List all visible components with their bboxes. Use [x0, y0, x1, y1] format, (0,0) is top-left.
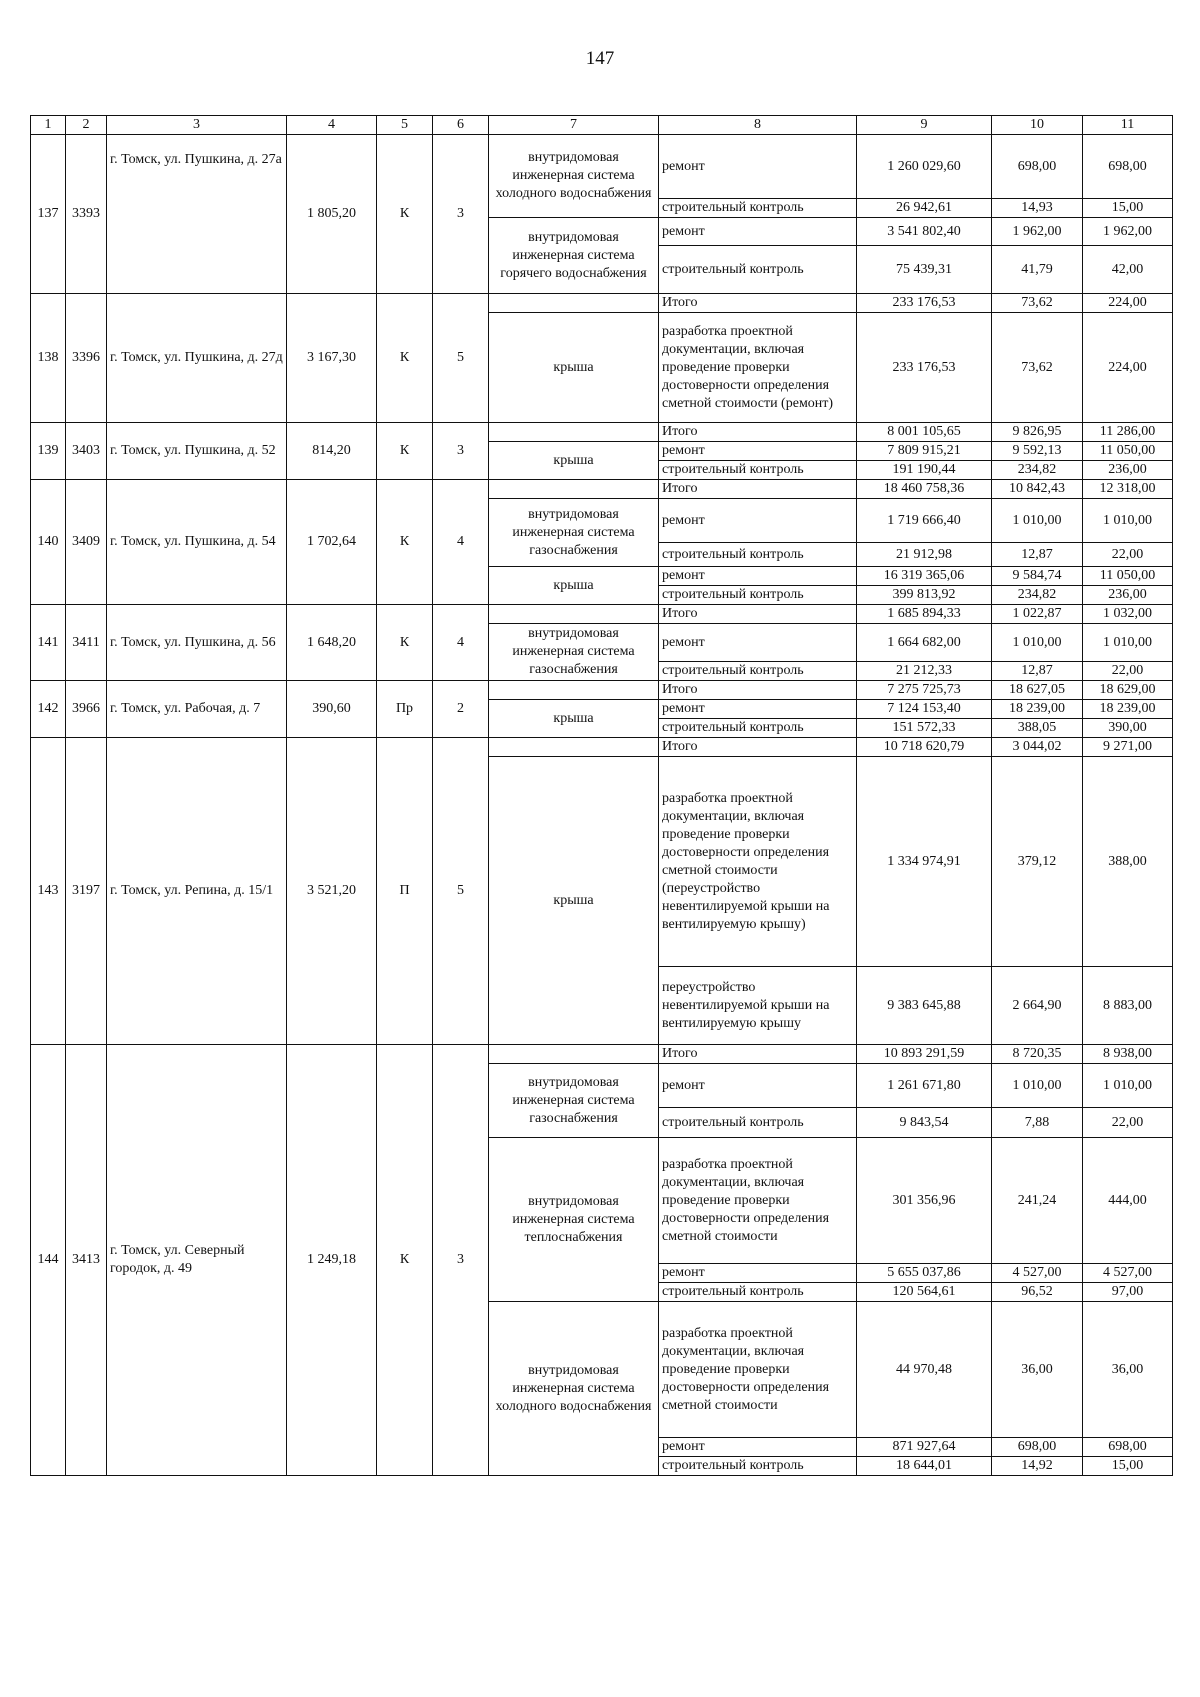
cost-per-m2: 1 010,00	[992, 624, 1083, 662]
house-address: г. Томск, ул. Пушкина, д. 27а	[107, 135, 287, 294]
work-cost: 9 843,54	[857, 1108, 992, 1138]
cost-per-m2: 1 010,00	[992, 499, 1083, 543]
construction-element: крыша	[489, 757, 659, 1045]
work-type: строительный контроль	[659, 246, 857, 294]
column-number: 1	[31, 116, 66, 135]
cost-limit: 698,00	[1083, 1438, 1173, 1457]
table-row	[31, 294, 1173, 313]
work-cost: 399 813,92	[857, 586, 992, 605]
row-number: 138	[31, 294, 66, 423]
cost-per-m2: 698,00	[992, 135, 1083, 199]
house-type: П	[377, 738, 433, 1045]
work-cost: 7 809 915,21	[857, 442, 992, 461]
construction-element: крыша	[489, 567, 659, 605]
work-cost: 1 261 671,80	[857, 1064, 992, 1108]
total-label: Итого	[659, 738, 857, 757]
work-cost: 871 927,64	[857, 1438, 992, 1457]
cost-per-m2: 73,62	[992, 313, 1083, 423]
cost-limit: 1 010,00	[1083, 1064, 1173, 1108]
repair-program-table	[30, 115, 1173, 1476]
work-cost: 191 190,44	[857, 461, 992, 480]
row-number: 140	[31, 480, 66, 605]
floors-count: 3	[433, 423, 489, 480]
house-area: 390,60	[287, 681, 377, 738]
floors-count: 4	[433, 480, 489, 605]
total-label: Итого	[659, 423, 857, 442]
house-id: 3409	[66, 480, 107, 605]
table-row	[31, 738, 1173, 757]
table-body	[31, 135, 1173, 1476]
total-cost: 10 718 620,79	[857, 738, 992, 757]
cost-limit: 236,00	[1083, 586, 1173, 605]
work-type: ремонт	[659, 1264, 857, 1283]
table-row	[31, 605, 1173, 624]
column-number: 4	[287, 116, 377, 135]
total-spacer	[489, 423, 659, 442]
cost-per-m2: 234,82	[992, 586, 1083, 605]
construction-element: внутридомовая инженерная система газоснабжения	[489, 499, 659, 567]
floors-count: 3	[433, 1045, 489, 1476]
total-label: Итого	[659, 605, 857, 624]
total-per-m2: 9 826,95	[992, 423, 1083, 442]
work-cost: 1 334 974,91	[857, 757, 992, 967]
total-label: Итого	[659, 480, 857, 499]
construction-element: внутридомовая инженерная система холодного водоснабжения	[489, 1302, 659, 1476]
total-label: Итого	[659, 681, 857, 700]
work-type: ремонт	[659, 442, 857, 461]
work-type: строительный контроль	[659, 719, 857, 738]
work-cost: 1 664 682,00	[857, 624, 992, 662]
work-type: ремонт	[659, 218, 857, 246]
total-cost: 18 460 758,36	[857, 480, 992, 499]
work-cost: 16 319 365,06	[857, 567, 992, 586]
work-cost: 5 655 037,86	[857, 1264, 992, 1283]
cost-per-m2: 388,05	[992, 719, 1083, 738]
total-limit: 8 938,00	[1083, 1045, 1173, 1064]
cost-per-m2: 14,93	[992, 199, 1083, 218]
total-cost: 233 176,53	[857, 294, 992, 313]
floors-count: 5	[433, 294, 489, 423]
cost-limit: 8 883,00	[1083, 967, 1173, 1045]
cost-limit: 97,00	[1083, 1283, 1173, 1302]
cost-per-m2: 379,12	[992, 757, 1083, 967]
cost-per-m2: 234,82	[992, 461, 1083, 480]
work-type: переустройство невентилируемой крыши на вентилируемую крышу	[659, 967, 857, 1045]
table-header	[31, 116, 1173, 135]
cost-limit: 1 962,00	[1083, 218, 1173, 246]
house-type: К	[377, 423, 433, 480]
work-cost: 9 383 645,88	[857, 967, 992, 1045]
total-limit: 18 629,00	[1083, 681, 1173, 700]
cost-limit: 236,00	[1083, 461, 1173, 480]
house-id: 3966	[66, 681, 107, 738]
cost-per-m2: 96,52	[992, 1283, 1083, 1302]
house-area: 814,20	[287, 423, 377, 480]
house-area: 3 167,30	[287, 294, 377, 423]
total-cost: 8 001 105,65	[857, 423, 992, 442]
total-limit: 12 318,00	[1083, 480, 1173, 499]
work-type: строительный контроль	[659, 199, 857, 218]
floors-count: 4	[433, 605, 489, 681]
total-limit: 224,00	[1083, 294, 1173, 313]
construction-element: внутридомовая инженерная система горячего водоснабжения	[489, 218, 659, 294]
cost-limit: 388,00	[1083, 757, 1173, 967]
total-label: Итого	[659, 1045, 857, 1064]
work-type: разработка проектной документации, включая проведение проверки достоверности определения сметной стоимости	[659, 1302, 857, 1438]
total-spacer	[489, 294, 659, 313]
house-area: 1 805,20	[287, 135, 377, 294]
column-number: 7	[489, 116, 659, 135]
house-id: 3411	[66, 605, 107, 681]
work-cost: 21 212,33	[857, 662, 992, 681]
cost-limit: 11 050,00	[1083, 567, 1173, 586]
row-number: 139	[31, 423, 66, 480]
work-cost: 1 719 666,40	[857, 499, 992, 543]
column-number: 11	[1083, 116, 1173, 135]
cost-limit: 4 527,00	[1083, 1264, 1173, 1283]
work-cost: 3 541 802,40	[857, 218, 992, 246]
total-cost: 7 275 725,73	[857, 681, 992, 700]
house-address: г. Томск, ул. Пушкина, д. 54	[107, 480, 287, 605]
work-type: разработка проектной документации, включая проведение проверки достоверности определения сметной стоимости (ремонт)	[659, 313, 857, 423]
page-number: 147	[585, 48, 615, 69]
table-row	[31, 423, 1173, 442]
house-area: 1 249,18	[287, 1045, 377, 1476]
total-spacer	[489, 1045, 659, 1064]
house-area: 3 521,20	[287, 738, 377, 1045]
row-number: 137	[31, 135, 66, 294]
house-type: К	[377, 135, 433, 294]
total-limit: 11 286,00	[1083, 423, 1173, 442]
column-number: 2	[66, 116, 107, 135]
floors-count: 2	[433, 681, 489, 738]
house-area: 1 702,64	[287, 480, 377, 605]
cost-limit: 698,00	[1083, 135, 1173, 199]
cost-limit: 1 010,00	[1083, 624, 1173, 662]
table-row	[31, 1045, 1173, 1064]
cost-limit: 15,00	[1083, 1457, 1173, 1476]
work-type: ремонт	[659, 624, 857, 662]
work-type: разработка проектной документации, включая проведение проверки достоверности определения сметной стоимости	[659, 1138, 857, 1264]
total-per-m2: 8 720,35	[992, 1045, 1083, 1064]
row-number: 142	[31, 681, 66, 738]
floors-count: 5	[433, 738, 489, 1045]
house-id: 3197	[66, 738, 107, 1045]
house-address: г. Томск, ул. Северный городок, д. 49	[107, 1045, 287, 1476]
cost-limit: 42,00	[1083, 246, 1173, 294]
cost-limit: 36,00	[1083, 1302, 1173, 1438]
cost-limit: 224,00	[1083, 313, 1173, 423]
cost-per-m2: 12,87	[992, 662, 1083, 681]
work-type: строительный контроль	[659, 586, 857, 605]
cost-per-m2: 2 664,90	[992, 967, 1083, 1045]
cost-per-m2: 9 584,74	[992, 567, 1083, 586]
work-type: строительный контроль	[659, 1283, 857, 1302]
cost-per-m2: 1 010,00	[992, 1064, 1083, 1108]
house-type: Пр	[377, 681, 433, 738]
construction-element: крыша	[489, 442, 659, 480]
cost-limit: 22,00	[1083, 662, 1173, 681]
total-spacer	[489, 605, 659, 624]
cost-per-m2: 36,00	[992, 1302, 1083, 1438]
construction-element: внутридомовая инженерная система газоснабжения	[489, 624, 659, 681]
work-cost: 7 124 153,40	[857, 700, 992, 719]
total-per-m2: 3 044,02	[992, 738, 1083, 757]
construction-element: внутридомовая инженерная система холодного водоснабжения	[489, 135, 659, 218]
cost-limit: 18 239,00	[1083, 700, 1173, 719]
cost-limit: 15,00	[1083, 199, 1173, 218]
total-spacer	[489, 681, 659, 700]
work-cost: 151 572,33	[857, 719, 992, 738]
cost-per-m2: 14,92	[992, 1457, 1083, 1476]
work-type: ремонт	[659, 700, 857, 719]
house-id: 3393	[66, 135, 107, 294]
work-type: строительный контроль	[659, 461, 857, 480]
row-number: 143	[31, 738, 66, 1045]
house-address: г. Томск, ул. Рабочая, д. 7	[107, 681, 287, 738]
work-type: строительный контроль	[659, 1108, 857, 1138]
total-limit: 1 032,00	[1083, 605, 1173, 624]
house-address: г. Томск, ул. Пушкина, д. 27д	[107, 294, 287, 423]
total-label: Итого	[659, 294, 857, 313]
construction-element: крыша	[489, 700, 659, 738]
house-id: 3396	[66, 294, 107, 423]
cost-limit: 390,00	[1083, 719, 1173, 738]
row-number: 144	[31, 1045, 66, 1476]
work-type: разработка проектной документации, включая проведение проверки достоверности определения сметной стоимости (переустройство невентилируемой крыши на вентилируемую крышу)	[659, 757, 857, 967]
work-cost: 21 912,98	[857, 543, 992, 567]
cost-limit: 444,00	[1083, 1138, 1173, 1264]
total-spacer	[489, 480, 659, 499]
table-row	[31, 480, 1173, 499]
house-address: г. Томск, ул. Пушкина, д. 52	[107, 423, 287, 480]
house-address: г. Томск, ул. Репина, д. 15/1	[107, 738, 287, 1045]
cost-limit: 11 050,00	[1083, 442, 1173, 461]
construction-element: крыша	[489, 313, 659, 423]
cost-limit: 1 010,00	[1083, 499, 1173, 543]
total-cost: 10 893 291,59	[857, 1045, 992, 1064]
total-spacer	[489, 738, 659, 757]
house-id: 3403	[66, 423, 107, 480]
work-cost: 301 356,96	[857, 1138, 992, 1264]
work-type: строительный контроль	[659, 1457, 857, 1476]
total-per-m2: 18 627,05	[992, 681, 1083, 700]
total-per-m2: 73,62	[992, 294, 1083, 313]
work-type: ремонт	[659, 567, 857, 586]
work-cost: 120 564,61	[857, 1283, 992, 1302]
construction-element: внутридомовая инженерная система газоснабжения	[489, 1064, 659, 1138]
total-limit: 9 271,00	[1083, 738, 1173, 757]
work-cost: 75 439,31	[857, 246, 992, 294]
house-address: г. Томск, ул. Пушкина, д. 56	[107, 605, 287, 681]
cost-per-m2: 1 962,00	[992, 218, 1083, 246]
work-type: строительный контроль	[659, 543, 857, 567]
construction-element: внутридомовая инженерная система теплоснабжения	[489, 1138, 659, 1302]
work-cost: 1 260 029,60	[857, 135, 992, 199]
cost-per-m2: 41,79	[992, 246, 1083, 294]
total-cost: 1 685 894,33	[857, 605, 992, 624]
cost-limit: 22,00	[1083, 1108, 1173, 1138]
total-per-m2: 1 022,87	[992, 605, 1083, 624]
cost-limit: 22,00	[1083, 543, 1173, 567]
column-number: 9	[857, 116, 992, 135]
column-number: 6	[433, 116, 489, 135]
work-type: ремонт	[659, 135, 857, 199]
column-numbers-row	[31, 116, 1173, 135]
house-id: 3413	[66, 1045, 107, 1476]
work-cost: 233 176,53	[857, 313, 992, 423]
floors-count: 3	[433, 135, 489, 294]
work-cost: 26 942,61	[857, 199, 992, 218]
work-type: ремонт	[659, 499, 857, 543]
row-number: 141	[31, 605, 66, 681]
house-type: К	[377, 605, 433, 681]
cost-per-m2: 4 527,00	[992, 1264, 1083, 1283]
work-cost: 18 644,01	[857, 1457, 992, 1476]
table-row	[31, 135, 1173, 199]
total-per-m2: 10 842,43	[992, 480, 1083, 499]
work-type: ремонт	[659, 1438, 857, 1457]
cost-per-m2: 9 592,13	[992, 442, 1083, 461]
column-number: 3	[107, 116, 287, 135]
house-type: К	[377, 480, 433, 605]
column-number: 5	[377, 116, 433, 135]
cost-per-m2: 241,24	[992, 1138, 1083, 1264]
column-number: 8	[659, 116, 857, 135]
column-number: 10	[992, 116, 1083, 135]
cost-per-m2: 12,87	[992, 543, 1083, 567]
house-area: 1 648,20	[287, 605, 377, 681]
table-row	[31, 681, 1173, 700]
house-type: К	[377, 1045, 433, 1476]
work-type: ремонт	[659, 1064, 857, 1108]
work-cost: 44 970,48	[857, 1302, 992, 1438]
house-type: К	[377, 294, 433, 423]
cost-per-m2: 698,00	[992, 1438, 1083, 1457]
cost-per-m2: 18 239,00	[992, 700, 1083, 719]
work-type: строительный контроль	[659, 662, 857, 681]
cost-per-m2: 7,88	[992, 1108, 1083, 1138]
